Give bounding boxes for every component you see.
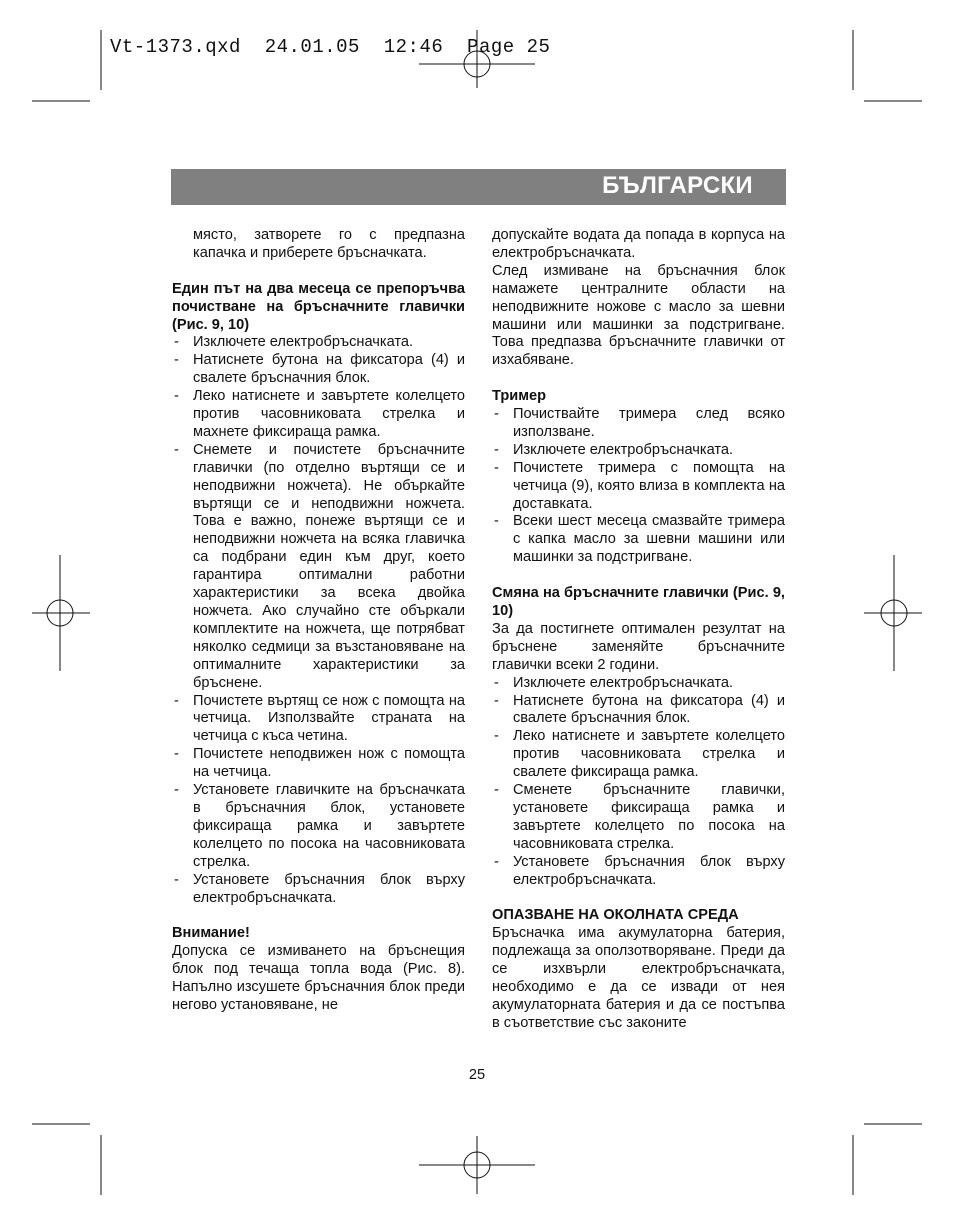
list-item: - Леко натиснете и завъртете колелцето против часовниковата стрелка и махнете фиксираща рамка.	[172, 388, 465, 442]
after-wash-paragraph: След измиване на бръсначния блок намажете централните области на неподвижните ножове с масло за шевни машини или машинки за подстригване. Това предпазва бръсначните главички от изхабяване.	[492, 262, 785, 369]
replace-heading: Смяна на бръсначните главички (Рис. 9, 10)	[492, 585, 785, 619]
cleaning-heading: Един път на два месеца се препоръчва почистване на бръсначните главички (Рис. 9, 10)	[172, 280, 465, 333]
list-item: - Почистете въртящ се нож с помощта на четчица. Използвайте страната на четчица с къса четина.	[172, 693, 465, 747]
list-item: - Установете бръсначния блок върху електробръсначката.	[172, 872, 465, 908]
replace-intro: За да постигнете оптимален резултат на бръснене заменяйте бръсначните главички всеки 2 години.	[492, 620, 785, 673]
list-item: - Изключете електробръсначката.	[492, 675, 785, 693]
left-column	[172, 227, 465, 1015]
list-item: - Леко натиснете и завъртете колелцето против часовниковата стрелка и свалете фиксираща рамка.	[492, 728, 785, 782]
list-item: - Всеки шест месеца смазвайте тримера с капка масло за шевни машини или машинки за подстригване.	[492, 513, 785, 567]
trimmer-heading: Тример	[492, 388, 547, 405]
list-item: - Установете бръсначния блок върху електробръсначката.	[492, 854, 785, 890]
warning-heading: Внимание!	[172, 925, 250, 942]
list-item: - Почистете тримера с помощта на четчица (9), която влиза в комплекта на доставката.	[492, 460, 785, 514]
list-item: - Почистете неподвижен нож с помощта на четчица.	[172, 746, 465, 782]
list-item: - Натиснете бутона на фиксатора (4) и свалете бръсначния блок.	[172, 352, 465, 388]
list-item: - Снемете и почистете бръсначните главички (по отделно въртящи се и неподвижни ножчета). Не объркайте въртящи се и неподвижни ножчета. Това е важно, понеже въртящи се и неподвижни ножчета на всяка главичка са подбрани един към друг, което гарантира оптимални работни характеристики за всека двойка ножчета. Ако случайно сте объркали комплектите на ножчета, ще потрябват няколко седмици за възстановяване на оптималните характеристики за бръснене.	[172, 442, 465, 693]
continued-paragraph: допускайте водата да попада в корпуса на електробръсначката.	[492, 227, 785, 261]
trimmer-steps-list	[492, 406, 785, 567]
list-item: - Изключете електробръсначката.	[492, 442, 785, 460]
right-column	[492, 227, 785, 1033]
file-slug: Vt-1373.qxd 24.01.05 12:46 Page 25	[110, 36, 551, 58]
list-item: - Натиснете бутона на фиксатора (4) и свалете бръсначния блок.	[492, 693, 785, 729]
warning-paragraph: Допуска се измиването на бръснещия блок под течаща топла вода (Рис. 8). Напълно изсушете бръсначния блок преди негово установяване, не	[172, 943, 465, 1013]
list-item: - Почиствайте тримера след всяко използване.	[492, 406, 785, 442]
cleaning-steps-list	[172, 334, 465, 907]
intro-paragraph: място, затворете го с предпазна капачка и приберете бръсначката.	[193, 227, 465, 261]
list-item: - Сменете бръсначните главички, установете фиксираща рамка и завъртете колелцето по посока на часовниковата стрелка.	[492, 782, 785, 854]
environment-heading: ОПАЗВАНЕ НА ОКОЛНАТА СРЕДА	[492, 907, 739, 924]
page-number: 25	[468, 1067, 486, 1083]
list-item: - Установете главичките на бръсначката в бръсначния блок, установете фиксираща рамка и завъртете колелцето по посока на часовниковата стрелка.	[172, 782, 465, 872]
environment-paragraph: Бръсначка има акумулаторна батерия, подлежаща за оползотворяване. Преди да се изхвърли електробръсначката, необходимо е да се извади от нея акумулаторната батерия и да се постъпва в съответствие със законите	[492, 925, 785, 1031]
list-item: - Изключете електробръсначката.	[172, 334, 465, 352]
banner-title: БЪЛГАРСКИ	[602, 172, 753, 199]
language-banner	[171, 169, 786, 205]
replace-steps-list	[492, 675, 785, 890]
